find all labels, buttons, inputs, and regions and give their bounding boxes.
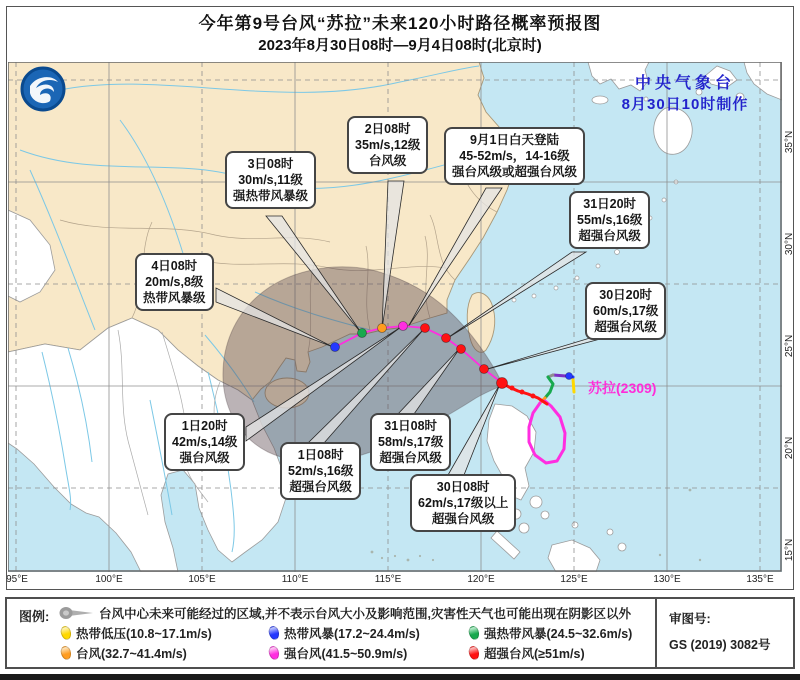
legend-item-sty — [269, 644, 407, 662]
callout-wind: 55m/s,16级 — [577, 213, 643, 227]
callout-sep1-landfall — [444, 127, 585, 185]
lon-label: 105°E — [188, 574, 216, 585]
callout-31d20 — [569, 191, 650, 249]
callout-time: 1日08时 — [297, 448, 344, 462]
legend-item-ty — [61, 644, 187, 662]
td-icon — [59, 625, 72, 641]
issue-time: 8月30日10时制作 — [621, 96, 749, 113]
legend — [5, 597, 795, 669]
lon-label: 125°E — [560, 574, 588, 585]
legend-divider — [655, 599, 657, 667]
legend-item-label: 超强台风(≥51m/s) — [484, 647, 585, 661]
callout-3d08 — [225, 151, 316, 209]
ty-icon — [59, 645, 72, 661]
sts-icon — [467, 625, 480, 641]
callout-31d08 — [370, 413, 451, 471]
callout-2d08 — [347, 116, 428, 174]
lon-label: 135°E — [746, 574, 774, 585]
callout-4d08 — [135, 253, 214, 311]
legend-item-ts — [269, 624, 420, 642]
callout-time: 30日08时 — [436, 480, 490, 494]
callout-level: 强热带风暴级 — [233, 189, 309, 203]
legend-item-label: 台风(32.7~41.4m/s) — [76, 647, 187, 661]
lon-label: 100°E — [95, 574, 123, 585]
callout-wind: 35m/s,12级 — [355, 138, 421, 152]
legend-item-label: 强台风(41.5~50.9m/s) — [284, 647, 408, 661]
legend-item-td — [61, 624, 212, 642]
callout-time: 30日20时 — [599, 288, 653, 302]
callout-time: 31日20时 — [583, 197, 637, 211]
lat-label: 30°N — [784, 232, 795, 256]
legend-item-label: 热带风暴(17.2~24.4m/s) — [284, 627, 420, 641]
callout-time: 31日08时 — [384, 419, 438, 433]
callout-wind: 58m/s,17级 — [378, 435, 444, 449]
callout-level: 超强台风级 — [594, 320, 657, 334]
callout-wind: 60m/s,17级 — [593, 304, 659, 318]
callout-level: 超强台风级 — [289, 480, 352, 494]
callout-wind: 52m/s,16级 — [288, 464, 354, 478]
lon-label: 130°E — [653, 574, 681, 585]
lon-label: 120°E — [467, 574, 495, 585]
callout-wind: 62m/s,17级以上 — [418, 496, 509, 510]
cone-icon — [59, 606, 95, 620]
cone-note: 台风中心未来可能经过的区域,并不表示台风大小及影响范围,灾害性天气也可能出现在阴影区以外 — [99, 607, 631, 621]
callout-level: 超强台风级 — [431, 512, 495, 526]
callout-level: 超强台风级 — [578, 229, 641, 243]
lon-label: 110°E — [281, 574, 309, 585]
forecast-map — [8, 62, 782, 572]
review-label: 审图号: — [669, 612, 711, 626]
legend-item-sts — [469, 624, 632, 642]
callout-wind: 30m/s,11级 — [238, 173, 303, 187]
callout-level: 超强台风级 — [379, 451, 442, 465]
super-ty-icon — [467, 645, 480, 661]
legend-item-label: 热带低压(10.8~17.1m/s) — [76, 627, 212, 641]
callout-30d08 — [410, 474, 516, 532]
map-review-number — [669, 599, 770, 653]
callout-30d20 — [585, 282, 666, 340]
legend-heading: 图例: — [19, 609, 50, 624]
lat-label: 25°N — [784, 334, 795, 358]
callout-time: 1日20时 — [181, 419, 228, 433]
sty-icon — [267, 645, 280, 661]
callout-wind: 42m/s,14级 — [172, 435, 238, 449]
callout-level: 强台风级 — [179, 451, 230, 465]
current-position-dot — [497, 378, 508, 389]
ts-icon — [267, 625, 280, 641]
lon-label: 115°E — [374, 574, 402, 585]
lon-label: 95°E — [6, 574, 28, 585]
callout-1d20 — [164, 413, 245, 471]
review-value: GS (2019) 3082号 — [669, 638, 771, 652]
lat-label: 15°N — [784, 538, 795, 562]
lat-label: 20°N — [784, 436, 795, 460]
callout-wind: 45-52m/s，14-16级 — [459, 149, 570, 163]
callout-1d08 — [280, 442, 361, 500]
page-title: 今年第9号台风“苏拉”未来120小时路径概率预报图 — [198, 14, 602, 33]
lat-label: 35°N — [784, 130, 795, 154]
agency-name: 中央气象台 — [634, 75, 735, 92]
legend-item-label: 强热带风暴(24.5~32.6m/s) — [484, 627, 633, 641]
callout-time: 4日08时 — [151, 259, 198, 273]
agency-credit — [585, 70, 785, 114]
callout-time: 9月1日白天登陆 — [470, 133, 559, 147]
callout-level: 台风级 — [368, 154, 407, 168]
bottom-bar — [0, 674, 800, 680]
callout-level: 强台风级或超强台风级 — [452, 165, 578, 179]
legend-item-super — [469, 644, 585, 662]
callout-level: 热带风暴级 — [143, 291, 206, 305]
page-subtitle: 2023年8月30日08时—9月4日08时(北京时) — [258, 37, 542, 54]
legend-cone-row — [59, 604, 631, 622]
callout-wind: 20m/s,8级 — [145, 275, 204, 289]
callout-time: 3日08时 — [247, 157, 294, 171]
cma-logo-icon — [20, 66, 66, 117]
kyushu-island — [654, 107, 693, 154]
callout-time: 2日08时 — [364, 122, 411, 136]
storm-name-label: 苏拉(2309) — [588, 380, 657, 396]
